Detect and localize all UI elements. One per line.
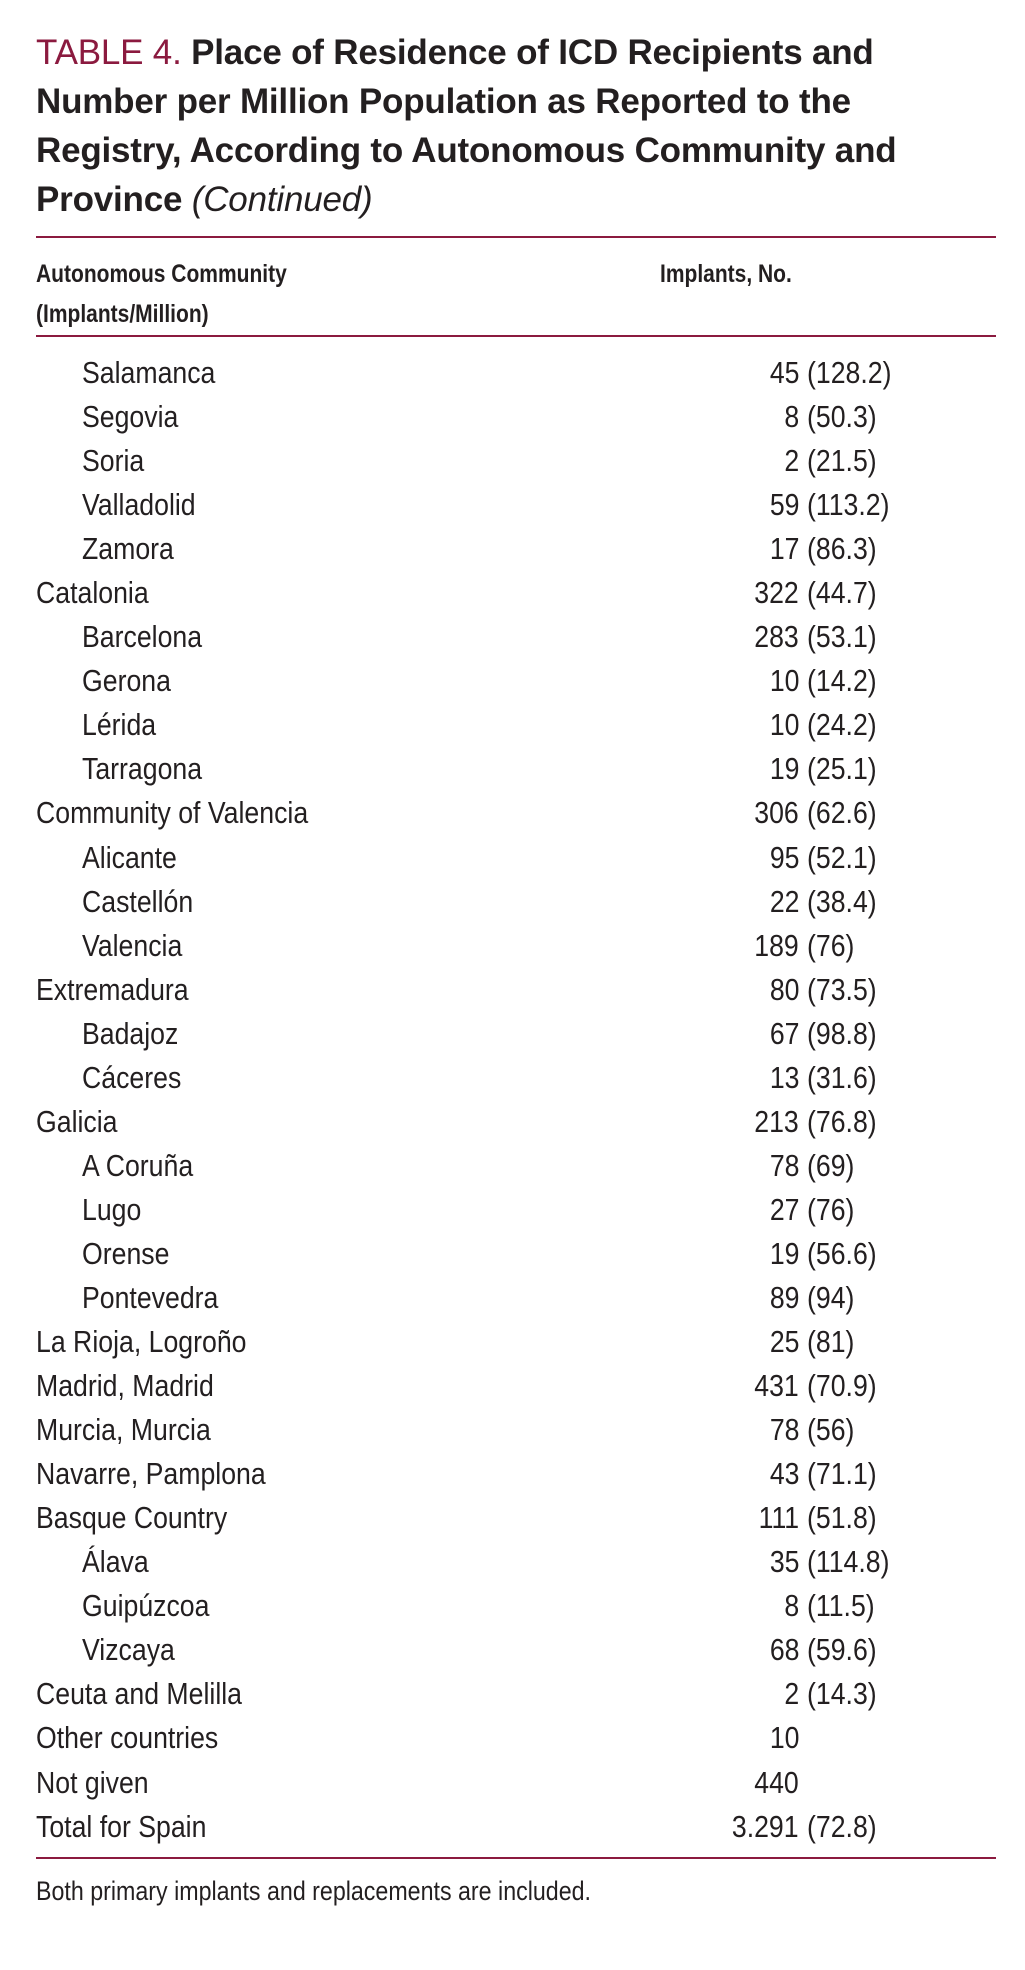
row-name: Total for Spain xyxy=(36,1808,207,1844)
row-implants: 78 xyxy=(769,1412,799,1448)
row-implants: 27 xyxy=(769,1191,799,1227)
row-implants: 431 xyxy=(754,1368,799,1404)
table-page xyxy=(36,28,996,1911)
table-row xyxy=(36,1408,996,1452)
row-implants: 19 xyxy=(769,1235,799,1271)
row-name: Galicia xyxy=(36,1103,118,1139)
row-name: Ceuta and Melilla xyxy=(36,1676,242,1712)
table-row xyxy=(36,747,996,791)
table-row xyxy=(36,1364,996,1408)
row-name: Zamora xyxy=(82,531,174,567)
row-implants: 2 xyxy=(784,443,799,479)
row-rate: (56) xyxy=(807,1412,855,1448)
row-rate: (59.6) xyxy=(807,1632,877,1668)
table-row xyxy=(36,1144,996,1188)
continued-note: (Continued) xyxy=(191,180,373,219)
row-implants: 80 xyxy=(769,971,799,1007)
row-name: A Coruña xyxy=(82,1147,194,1183)
row-implants: 45 xyxy=(769,355,799,390)
row-name: Murcia, Murcia xyxy=(36,1412,211,1448)
row-implants: 306 xyxy=(754,795,799,831)
row-rate: (98.8) xyxy=(807,1015,877,1051)
table-header xyxy=(36,238,996,335)
table-row xyxy=(36,1672,996,1716)
table-row xyxy=(36,1716,996,1760)
row-rate: (72.8) xyxy=(807,1808,877,1844)
table-row xyxy=(36,703,996,747)
row-rate: (52.1) xyxy=(807,839,877,875)
row-implants: 43 xyxy=(769,1456,799,1492)
row-name: Lérida xyxy=(82,707,157,743)
table-row xyxy=(36,880,996,924)
row-implants: 10 xyxy=(769,663,799,699)
row-rate: (62.6) xyxy=(807,795,877,831)
row-name: La Rioja, Logroño xyxy=(36,1324,247,1360)
table-row xyxy=(36,1056,996,1100)
header-col1-line1: Autonomous Community xyxy=(36,260,287,288)
row-rate: (38.4) xyxy=(807,883,877,919)
row-rate: (69) xyxy=(807,1147,855,1183)
table-footnote: Both primary implants and replacements are included. xyxy=(36,1875,591,1906)
table-row xyxy=(36,1805,996,1849)
row-name: Castellón xyxy=(82,883,194,919)
row-name: Not given xyxy=(36,1764,149,1800)
table-row xyxy=(36,1276,996,1320)
row-rate: (11.5) xyxy=(807,1588,875,1624)
table-row xyxy=(36,571,996,615)
row-rate: (81) xyxy=(807,1324,855,1360)
row-rate: (113.2) xyxy=(807,487,890,523)
table-row xyxy=(36,659,996,703)
row-name: Navarre, Pamplona xyxy=(36,1456,266,1492)
table-row xyxy=(36,1761,996,1805)
row-rate: (73.5) xyxy=(807,971,877,1007)
row-rate: (25.1) xyxy=(807,751,877,787)
table-row xyxy=(36,439,996,483)
table-row xyxy=(36,1232,996,1276)
row-rate: (114.8) xyxy=(807,1544,890,1580)
row-implants: 19 xyxy=(769,751,799,787)
row-implants: 59 xyxy=(769,487,799,523)
row-implants: 8 xyxy=(784,399,799,435)
table-row xyxy=(36,1540,996,1584)
row-implants: 22 xyxy=(769,883,799,919)
row-rate: (24.2) xyxy=(807,707,877,743)
row-name: Guipúzcoa xyxy=(82,1588,210,1624)
row-rate: (14.2) xyxy=(807,663,877,699)
row-implants: 35 xyxy=(769,1544,799,1580)
row-rate: (56.6) xyxy=(807,1235,877,1271)
row-implants: 10 xyxy=(769,707,799,743)
table-row xyxy=(36,1188,996,1232)
row-rate: (76) xyxy=(807,1191,855,1227)
table-row xyxy=(36,836,996,880)
row-implants: 13 xyxy=(769,1059,799,1095)
row-implants: 95 xyxy=(769,839,799,875)
table-row xyxy=(36,395,996,439)
row-name: Orense xyxy=(82,1235,170,1271)
row-implants: 10 xyxy=(769,1720,799,1756)
row-implants: 2 xyxy=(784,1676,799,1712)
row-rate: (53.1) xyxy=(807,619,877,655)
row-rate: (70.9) xyxy=(807,1368,877,1404)
table-row xyxy=(36,483,996,527)
table-row xyxy=(36,1320,996,1364)
row-name: Valencia xyxy=(82,927,183,963)
table-row xyxy=(36,1012,996,1056)
row-rate: (76) xyxy=(807,927,855,963)
table-label: TABLE 4. xyxy=(36,33,182,72)
table-row xyxy=(36,1100,996,1144)
table-title-text: Place of Residence of ICD Recipients and Number per Million Population as Reported to the Registry, According to Autonomous Community and Province xyxy=(36,33,897,219)
table-row xyxy=(36,1452,996,1496)
table-row xyxy=(36,615,996,659)
row-name: Salamanca xyxy=(82,355,216,390)
row-rate: (31.6) xyxy=(807,1059,877,1095)
row-name: Community of Valencia xyxy=(36,795,309,831)
row-implants: 68 xyxy=(769,1632,799,1668)
row-name: Lugo xyxy=(82,1191,142,1227)
row-implants: 213 xyxy=(754,1103,799,1139)
table-row xyxy=(36,1628,996,1672)
row-implants: 3.291 xyxy=(732,1808,799,1844)
row-rate: (14.3) xyxy=(807,1676,877,1712)
row-name: Other countries xyxy=(36,1720,219,1756)
row-name: Gerona xyxy=(82,663,171,699)
table-body xyxy=(36,337,996,1857)
row-name: Soria xyxy=(82,443,145,479)
row-implants: 89 xyxy=(769,1279,799,1315)
row-name: Madrid, Madrid xyxy=(36,1368,214,1404)
row-implants: 17 xyxy=(769,531,799,567)
row-name: Extremadura xyxy=(36,971,189,1007)
table-title xyxy=(36,28,996,224)
row-implants: 111 xyxy=(758,1500,799,1536)
row-implants: 440 xyxy=(754,1764,799,1800)
row-name: Alicante xyxy=(82,839,177,875)
table-row xyxy=(36,351,996,395)
table-row xyxy=(36,1496,996,1540)
row-rate: (50.3) xyxy=(807,399,877,435)
row-implants: 78 xyxy=(769,1147,799,1183)
bottom-rule xyxy=(36,1857,996,1859)
row-implants: 283 xyxy=(754,619,799,655)
row-name: Álava xyxy=(82,1544,149,1580)
row-name: Valladolid xyxy=(82,487,196,523)
row-rate: (21.5) xyxy=(807,443,877,479)
row-rate: (51.8) xyxy=(807,1500,877,1536)
row-implants: 67 xyxy=(769,1015,799,1051)
row-rate: (71.1) xyxy=(807,1456,877,1492)
header-col1-line2: (Implants/Million) xyxy=(36,300,209,328)
row-name: Tarragona xyxy=(82,751,203,787)
row-name: Segovia xyxy=(82,399,179,435)
row-rate: (44.7) xyxy=(807,575,877,611)
header-autonomous-community xyxy=(36,254,287,334)
table-row xyxy=(36,924,996,968)
row-name: Pontevedra xyxy=(82,1279,219,1315)
row-name: Barcelona xyxy=(82,619,203,655)
row-implants: 322 xyxy=(754,575,799,611)
table-row xyxy=(36,968,996,1012)
row-name: Cáceres xyxy=(82,1059,182,1095)
table-row xyxy=(36,527,996,571)
row-name: Badajoz xyxy=(82,1015,179,1051)
table-row xyxy=(36,791,996,835)
row-implants: 189 xyxy=(754,927,799,963)
row-name: Basque Country xyxy=(36,1500,228,1536)
row-name: Vizcaya xyxy=(82,1632,175,1668)
row-name: Catalonia xyxy=(36,575,149,611)
row-rate: (86.3) xyxy=(807,531,877,567)
row-implants: 8 xyxy=(784,1588,799,1624)
table-row xyxy=(36,1584,996,1628)
row-implants: 25 xyxy=(769,1324,799,1360)
row-rate: (76.8) xyxy=(807,1103,877,1139)
header-implants: Implants, No. xyxy=(660,260,792,288)
row-rate: (128.2) xyxy=(807,355,892,390)
row-rate: (94) xyxy=(807,1279,855,1315)
